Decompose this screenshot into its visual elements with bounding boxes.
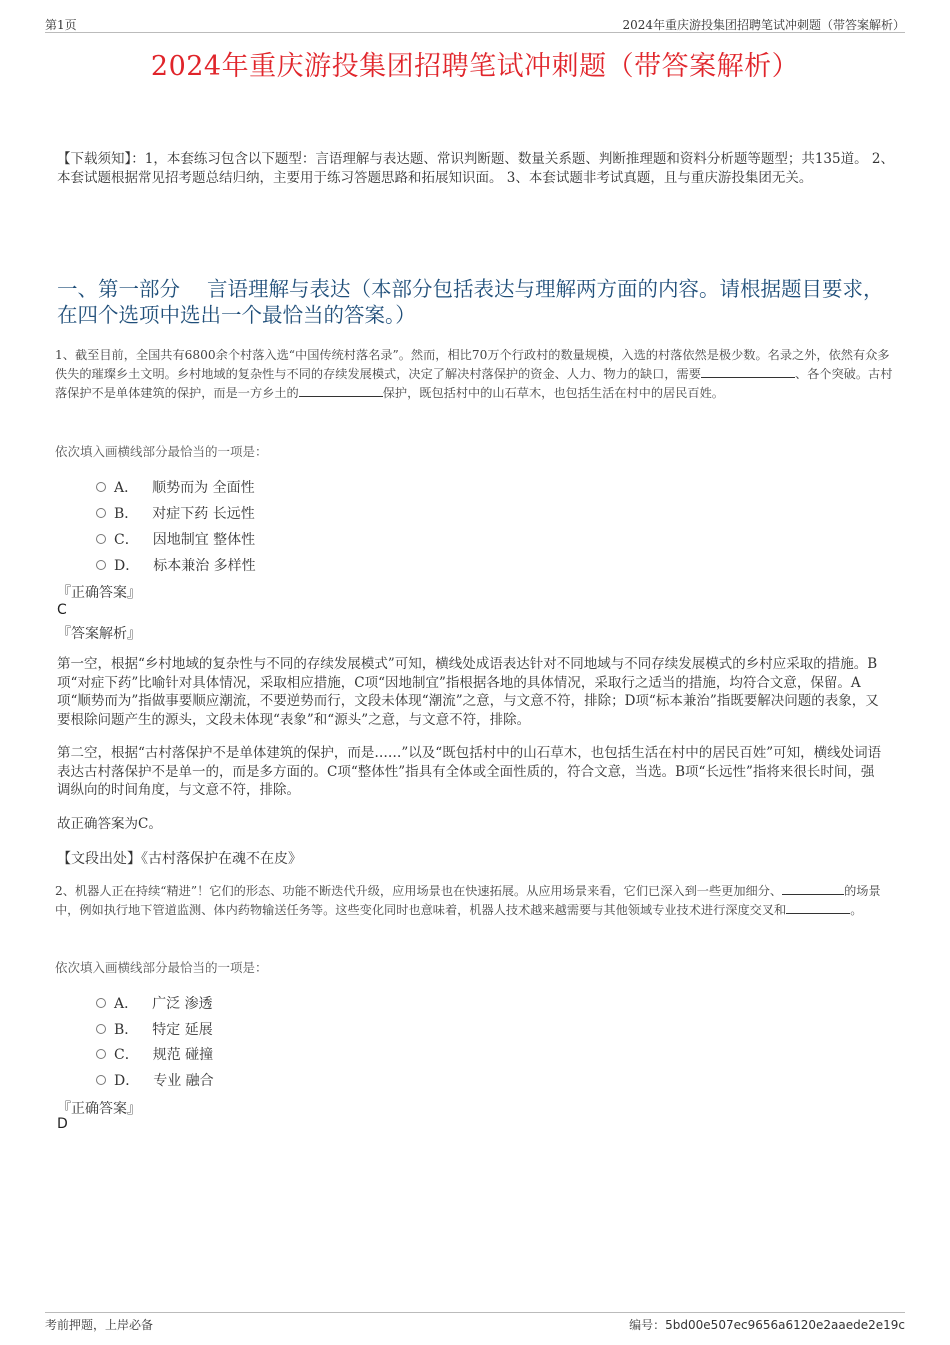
footer-code [629, 1316, 905, 1333]
radio-icon[interactable] [96, 482, 106, 492]
question-1-analysis-para-1: 第一空，根据“乡村地域的复杂性与不同的存续发展模式”可知，横线处成语表达针对不同地域与不同存续发展模式的乡村应采取的措施。B项“对症下药”比喻针对具体情况，采取相应措施，C项“因地制宜”指根据各地的具体情况，采取行之适当的措施，均符合文意，保留。A项“顺势而为”指做事要顺应潮流，不要逆势而行，文段未体现“潮流”之意，与文意不符，排除；D项“标本兼治”指既要解决问题的表象，又要根除问题产生的源头，文段未体现“表象”和“源头”之意，与文意不符，排除。 [57, 656, 879, 728]
page-header [45, 14, 905, 33]
option-letter: C． [114, 1047, 139, 1063]
question-2-text-c: 。 [850, 903, 863, 917]
option-letter: B． [114, 1022, 139, 1038]
option-letter: A． [114, 996, 139, 1012]
question-2-text-b: 的场景中，例如执行地下管道监测、体内药物输送任务等。这些变化同时也意味着，机器人技术越来越需要与其他领域专业技术进行深度交叉和 [55, 884, 881, 917]
option-text: 顺势而为 全面性 [152, 480, 255, 496]
question-2-text [55, 882, 900, 920]
option-text: 规范 碰撞 [152, 1047, 214, 1063]
footer-code-value: 5bd00e507ec9656a6120e2aaede2e19c [665, 1318, 905, 1332]
question-1-prompt: 依次填入画横线部分最恰当的一项是： [55, 444, 268, 459]
question-1-option-c[interactable] [96, 529, 255, 549]
answer-blank-2 [786, 901, 850, 914]
question-1-option-a[interactable] [96, 477, 255, 497]
option-letter: A． [114, 480, 139, 496]
option-text: 特定 延展 [152, 1022, 213, 1038]
question-2-text-a: 2、机器人正在持续“精进”！它们的形态、功能不断迭代升级，应用场景也在快速拓展。从应用场景来看，它们已深入到一些更加细分、 [55, 884, 783, 898]
question-1-text [55, 346, 900, 403]
question-1-text-c: 保护，既包括村中的山石草木，也包括生活在村中的居民百姓。 [382, 386, 724, 400]
option-text: 标本兼治 多样性 [153, 558, 256, 574]
radio-icon[interactable] [96, 560, 106, 570]
question-1-answer-label: 『正确答案』 [57, 585, 141, 601]
option-letter: D． [114, 558, 140, 574]
question-1-text-a: 1、截至目前，全国共有6800余个村落入选“中国传统村落名录”。然而，相比70万个行政村的数量规模，入选的村落依然是极少数。名录之外，依然有众多佚失的璀璨乡土文明。乡村地域的复杂性与不同的存续发展模式，决定了解决村落保护的资金、人力、物力的缺口，需要 [55, 348, 890, 381]
question-1-source: 【文段出处】《古村落保护在魂不在皮》 [57, 851, 302, 867]
radio-icon[interactable] [96, 534, 106, 544]
option-letter: C． [114, 532, 139, 548]
answer-blank-1 [782, 882, 844, 895]
radio-icon[interactable] [96, 1024, 106, 1034]
question-2-option-d[interactable] [96, 1070, 214, 1090]
question-1-conclusion: 故正确答案为C。 [57, 816, 162, 832]
radio-icon[interactable] [96, 508, 106, 518]
question-1-option-d[interactable] [96, 555, 256, 575]
question-1-answer: C [57, 602, 67, 618]
question-2-option-b[interactable] [96, 1019, 213, 1039]
option-text: 因地制宜 整体性 [152, 532, 256, 548]
option-letter: B． [114, 506, 139, 522]
footer-slogan: 考前押题，上岸必备 [45, 1318, 154, 1332]
question-2-answer: D [57, 1116, 68, 1132]
radio-icon[interactable] [96, 998, 106, 1008]
footer-code-label: 编号： [629, 1318, 666, 1332]
question-1-option-b[interactable] [96, 503, 255, 523]
page-number: 第1页 [45, 18, 77, 32]
question-2-option-c[interactable] [96, 1044, 213, 1064]
option-text: 专业 融合 [153, 1073, 214, 1089]
page-footer [45, 1312, 905, 1333]
question-2-prompt: 依次填入画横线部分最恰当的一项是： [55, 960, 268, 975]
download-notice: 【下载须知】：1，本套练习包含以下题型：言语理解与表达题、常识判断题、数量关系题、判断推理题和资料分析题等题型；共135道。 2、本套试题根据常见招考题总结归纳，主要用于练习答题思路和拓展知识面。 3、本套试题非考试真题，且与重庆游投集团无关。 [57, 151, 894, 186]
option-letter: D． [114, 1073, 140, 1089]
radio-icon[interactable] [96, 1049, 106, 1059]
answer-blank-1 [701, 365, 795, 378]
option-text: 对症下药 长远性 [152, 506, 255, 522]
header-doc-title: 2024年重庆游投集团招聘笔试冲刺题（带答案解析） [622, 18, 905, 32]
question-2-option-a[interactable] [96, 993, 213, 1013]
answer-blank-2 [299, 384, 383, 397]
question-1-analysis-para-2: 第二空，根据“古村落保护不是单体建筑的保护，而是……”以及“既包括村中的山石草木，也包括生活在村中的居民百姓”可知，横线处词语表达古村落保护不是单一的，而是多方面的。C项“整体性”指具有全体或全面性质的，符合文意，当选。B项“长远性”指将来很长时间，强调纵向的时间角度，与文意不符，排除。 [57, 745, 882, 798]
question-2-answer-label: 『正确答案』 [57, 1101, 141, 1117]
option-text: 广泛 渗透 [152, 996, 213, 1012]
question-1-text-b: 、各个突破。古村落保护不是单体建筑的保护，而是一方乡土的 [55, 367, 893, 400]
question-1-analysis-label: 『答案解析』 [57, 626, 141, 642]
radio-icon[interactable] [96, 1075, 106, 1085]
document-title: 2024年重庆游投集团招聘笔试冲刺题（带答案解析） [150, 51, 800, 82]
section-heading: 一、第一部分 言语理解与表达（本部分包括表达与理解两方面的内容。请根据题目要求，在四个选项中选出一个最恰当的答案。） [57, 277, 884, 327]
